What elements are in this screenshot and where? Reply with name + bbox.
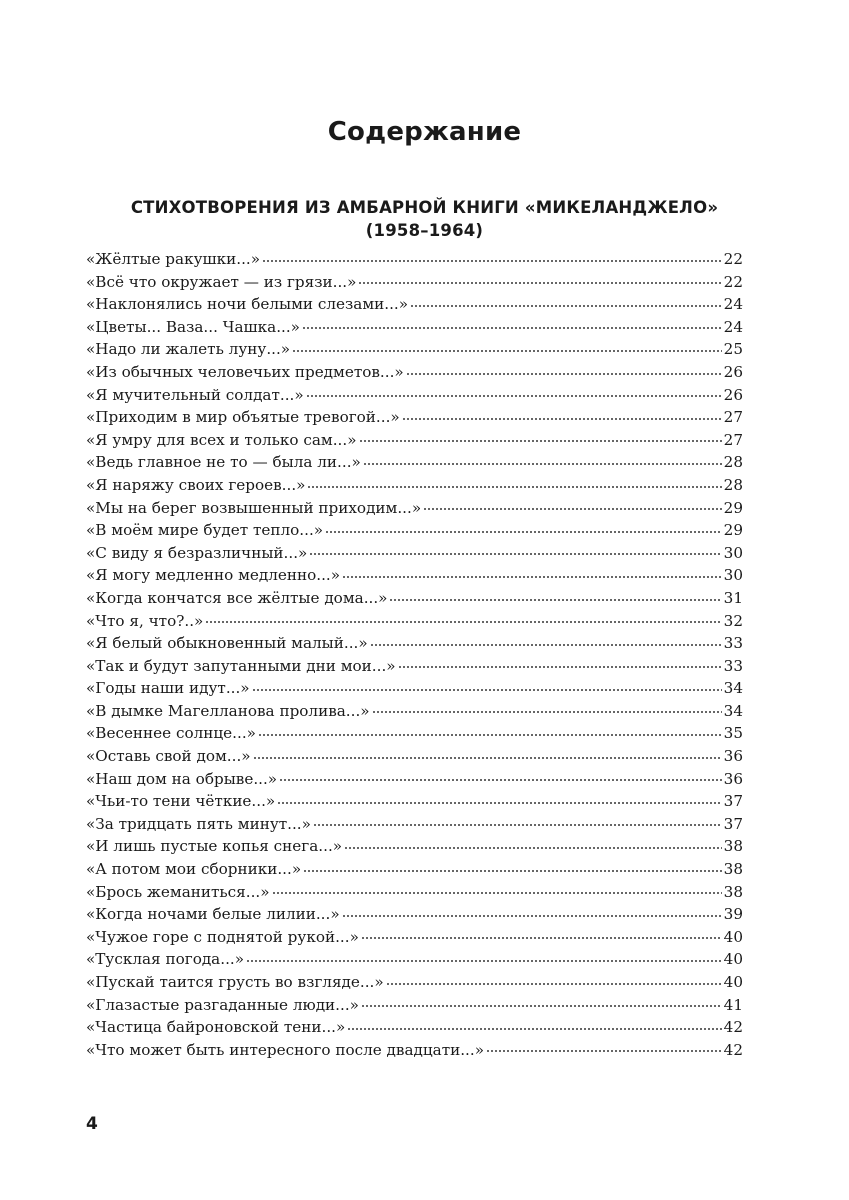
dot-leader <box>347 1028 721 1030</box>
toc-entry-title: «Я наряжу своих героев...» <box>86 475 306 494</box>
toc-entry-page: 37 <box>723 814 743 833</box>
toc-entry[interactable] <box>86 248 743 271</box>
toc-entry[interactable] <box>86 813 743 836</box>
dot-leader <box>398 666 722 668</box>
dot-leader <box>410 305 722 307</box>
toc-entry[interactable] <box>86 361 743 384</box>
toc-entry[interactable] <box>86 451 743 474</box>
toc-entry-page: 33 <box>723 634 743 653</box>
dot-leader <box>313 824 722 826</box>
toc-entry-page: 32 <box>723 611 743 630</box>
toc-entry-title: «В моём мире будет тепло...» <box>86 521 324 540</box>
toc-entry-title: «Наклонялись ночи белыми слезами...» <box>86 295 409 314</box>
toc-entry-page: 24 <box>723 295 743 314</box>
toc-entry-page: 27 <box>723 408 743 427</box>
dot-leader <box>292 350 722 352</box>
page-title: Содержание <box>327 117 522 147</box>
toc-entry-page: 33 <box>723 656 743 675</box>
toc-entry-title: «Я умру для всех и только сам...» <box>86 430 357 449</box>
toc-entry-title: «Из обычных человечьих предметов...» <box>86 362 404 381</box>
toc-entry[interactable] <box>86 1016 743 1039</box>
dot-leader <box>389 599 721 601</box>
toc-entry-title: «Частица байроновской тени...» <box>86 1018 346 1037</box>
dot-leader <box>358 282 721 284</box>
toc-entry-title: «Брось жеманиться...» <box>86 882 270 901</box>
toc-entry-page: 22 <box>723 250 743 268</box>
toc-entry-page: 30 <box>723 566 743 585</box>
toc-entry[interactable] <box>86 384 743 407</box>
toc-entry-title: «Что я, что?..» <box>86 611 204 630</box>
dot-leader <box>277 802 721 804</box>
dot-leader <box>342 915 722 917</box>
toc-entry-page: 24 <box>723 317 743 336</box>
toc-entry[interactable] <box>86 632 743 655</box>
dot-leader <box>361 937 722 939</box>
dot-leader <box>363 463 722 465</box>
toc-entry-title: «Я мучительный солдат...» <box>86 385 304 404</box>
toc-entry-page: 41 <box>723 995 743 1014</box>
toc-entry-page: 22 <box>723 272 743 291</box>
toc-entry-page: 31 <box>723 588 743 607</box>
toc-entry-title: «Чьи-то тени чёткие...» <box>86 792 276 811</box>
section-title: СТИХОТВОРЕНИЯ ИЗ АМБАРНОЙ КНИГИ «МИКЕЛАНДЖЕЛО» <box>130 198 719 217</box>
toc-entry[interactable] <box>86 587 743 610</box>
toc-entry[interactable] <box>86 790 743 813</box>
toc-entry[interactable] <box>86 903 743 926</box>
toc-entry[interactable] <box>86 768 743 791</box>
toc-entry-title: «Ведь главное не то — была ли...» <box>86 453 361 472</box>
dot-leader <box>406 373 722 375</box>
toc-entry-page: 29 <box>723 521 743 540</box>
toc-entry-page: 35 <box>723 724 743 743</box>
toc-entry[interactable] <box>86 271 743 294</box>
toc-entry-page: 36 <box>723 747 743 766</box>
toc-entry-page: 34 <box>723 679 743 698</box>
toc-entry[interactable] <box>86 745 743 768</box>
toc-entry[interactable] <box>86 497 743 520</box>
dot-leader <box>361 1005 722 1007</box>
toc-entry[interactable] <box>86 1039 743 1062</box>
toc-entry-title: «Всё что окружает — из грязи...» <box>86 272 357 291</box>
toc-entry-title: «Глазастые разгаданные люди...» <box>86 995 359 1014</box>
toc-entry-page: 40 <box>723 950 743 969</box>
toc-entry-page: 30 <box>723 543 743 562</box>
toc-entry-page: 34 <box>723 701 743 720</box>
toc-entry[interactable] <box>86 835 743 858</box>
toc-entry-title: «Приходим в мир объятые тревогой...» <box>86 408 400 427</box>
toc-entry-page: 38 <box>723 860 743 879</box>
toc-entry[interactable] <box>86 542 743 565</box>
page-number: 4 <box>86 1114 98 1134</box>
toc-entry-page: 38 <box>723 837 743 856</box>
dot-leader <box>423 508 722 510</box>
section-years: (1958–1964) <box>365 221 484 240</box>
toc-entry-title: «Тусклая погода...» <box>86 950 245 969</box>
toc-entry[interactable] <box>86 293 743 316</box>
toc-entry-title: «Когда ночами белые лилии...» <box>86 905 340 924</box>
dot-leader <box>325 531 722 533</box>
toc-entry[interactable] <box>86 474 743 497</box>
dot-leader <box>372 711 722 713</box>
dot-leader <box>262 260 722 262</box>
toc-entry-page: 40 <box>723 927 743 946</box>
toc-entry-title: «За тридцать пять минут...» <box>86 814 311 833</box>
dot-leader <box>306 395 722 397</box>
toc-entry-title: «Я белый обыкновенный малый...» <box>86 634 368 653</box>
toc-entry[interactable] <box>86 700 743 723</box>
toc-entry-title: «Наш дом на обрыве...» <box>86 769 278 788</box>
toc-entry[interactable] <box>86 338 743 361</box>
dot-leader <box>279 779 722 781</box>
toc-entry[interactable] <box>86 948 743 971</box>
toc-entry-title: «Мы на берег возвышенный приходим...» <box>86 498 422 517</box>
dot-leader <box>205 621 721 623</box>
toc-entry-title: «Жёлтые ракушки...» <box>86 250 261 268</box>
dot-leader <box>258 734 722 736</box>
toc-entry-page: 39 <box>723 905 743 924</box>
toc-entry-page: 28 <box>723 453 743 472</box>
toc-entry[interactable] <box>86 655 743 678</box>
dot-leader <box>302 327 722 329</box>
toc-entry[interactable] <box>86 519 743 542</box>
toc-entry-page: 29 <box>723 498 743 517</box>
toc-entry[interactable] <box>86 677 743 700</box>
toc-entry-title: «С виду я безразличный...» <box>86 543 308 562</box>
dot-leader <box>370 644 722 646</box>
toc-entry[interactable] <box>86 858 743 881</box>
toc-entry[interactable] <box>86 994 743 1017</box>
dot-leader <box>253 757 722 759</box>
dot-leader <box>246 960 722 962</box>
dot-leader <box>303 870 722 872</box>
toc-entry-title: «Когда кончатся все жёлтые дома...» <box>86 588 388 607</box>
toc-entry-title: «А потом мои сборники...» <box>86 860 302 879</box>
dot-leader <box>309 553 721 555</box>
toc-entry-title: «Я могу медленно медленно...» <box>86 566 341 585</box>
dot-leader <box>402 418 722 420</box>
toc-entry[interactable] <box>86 610 743 633</box>
toc-entry-page: 42 <box>723 1018 743 1037</box>
toc-entry-title: «Что может быть интересного после двадцати...» <box>86 1040 484 1059</box>
toc-entry-title: «Оставь свой дом...» <box>86 747 251 766</box>
dot-leader <box>344 847 722 849</box>
table-of-contents <box>86 248 743 1061</box>
toc-entry-page: 26 <box>723 385 743 404</box>
dot-leader <box>359 440 722 442</box>
toc-entry-title: «Годы наши идут...» <box>86 679 250 698</box>
toc-entry-title: «Так и будут запутанными дни мои...» <box>86 656 396 675</box>
toc-entry[interactable] <box>86 406 743 429</box>
toc-entry-title: «И лишь пустые копья снега...» <box>86 837 343 856</box>
toc-entry-page: 40 <box>723 973 743 991</box>
toc-entry[interactable] <box>86 881 743 904</box>
toc-entry[interactable] <box>86 564 743 587</box>
toc-entry[interactable] <box>86 722 743 745</box>
toc-entry-page: 38 <box>723 882 743 901</box>
dot-leader <box>486 1050 722 1052</box>
toc-entry-page: 36 <box>723 769 743 788</box>
dot-leader <box>252 689 722 691</box>
toc-entry-page: 42 <box>723 1040 743 1059</box>
toc-entry-page: 26 <box>723 362 743 381</box>
toc-entry-title: «Весеннее солнце...» <box>86 724 256 743</box>
dot-leader <box>386 983 722 985</box>
toc-entry-page: 28 <box>723 475 743 494</box>
dot-leader <box>272 892 722 894</box>
toc-entry-page: 25 <box>723 340 743 359</box>
toc-entry[interactable] <box>86 316 743 339</box>
toc-entry-title: «Надо ли жалеть луну...» <box>86 340 291 359</box>
dot-leader <box>342 576 722 578</box>
toc-entry-title: «В дымке Магелланова пролива...» <box>86 701 370 720</box>
dot-leader <box>307 486 721 488</box>
toc-entry[interactable] <box>86 971 743 994</box>
toc-entry-title: «Чужое горе с поднятой рукой...» <box>86 927 359 946</box>
toc-entry-page: 37 <box>723 792 743 811</box>
toc-entry-title: «Цветы... Ваза... Чашка...» <box>86 317 300 336</box>
toc-entry[interactable] <box>86 429 743 452</box>
toc-entry-title: «Пускай таится грусть во взгляде...» <box>86 973 384 991</box>
toc-entry-page: 27 <box>723 430 743 449</box>
toc-entry[interactable] <box>86 926 743 949</box>
